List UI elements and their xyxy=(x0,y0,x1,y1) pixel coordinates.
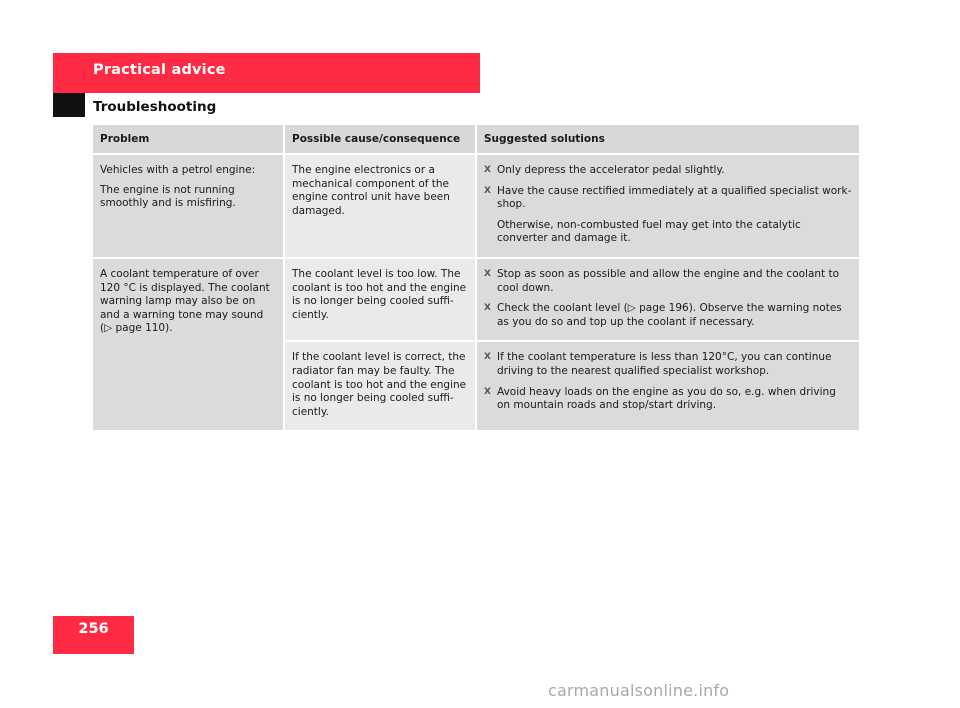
problem-text: Vehicles with a petrol engine: xyxy=(100,164,256,176)
solution-step xyxy=(484,351,852,378)
solution-text: Avoid heavy loads on the engine as you do so, e.g. when driving on mountain roads and stop/start driving. xyxy=(497,385,836,412)
step-arrow-icon: X xyxy=(484,165,491,175)
solution-text: If the coolant temperature is less than 120°C, you can continue driving to the nearest qualified specialist workshop. xyxy=(497,351,832,377)
cause-cell: The coolant level is too low. The coolant is too hot and the engine is no longer being cooled suffi-ciently. xyxy=(285,259,475,340)
section-title: Practical advice xyxy=(93,62,226,78)
solution-step xyxy=(484,302,852,329)
step-arrow-icon: X xyxy=(484,352,491,363)
solution-step xyxy=(484,386,852,413)
column-header-problem: Problem xyxy=(93,125,283,153)
solutions-cell xyxy=(477,259,859,340)
solution-note: Otherwise, non-combusted fuel may get into the catalytic converter and damage it. xyxy=(497,218,801,245)
solution-text: Only depress the accelerator pedal slightly. xyxy=(497,164,725,176)
problem-cell xyxy=(93,155,283,257)
step-arrow-icon: X xyxy=(484,185,491,196)
table-row xyxy=(93,259,859,340)
subsection-title: Troubleshooting xyxy=(93,99,217,115)
solution-text: Stop as soon as possible and allow the engine and the coolant to cool down. xyxy=(497,267,840,294)
solutions-cell xyxy=(477,155,859,257)
section-tab-marker xyxy=(53,93,85,117)
problem-cell: A coolant temperature of over 120 °C is displayed. The coolant warning lamp may also be on and a warning tone may sound (▷ page 110). xyxy=(93,259,283,430)
table-row xyxy=(93,155,859,257)
solution-step xyxy=(484,164,852,178)
step-arrow-icon: X xyxy=(484,303,491,314)
troubleshooting-table xyxy=(91,123,861,432)
solutions-cell xyxy=(477,342,859,430)
page-number: 256 xyxy=(78,621,109,637)
cause-cell: The engine electronics or a mechanical component of the engine control unit have been damaged. xyxy=(285,155,475,257)
solution-step xyxy=(484,185,852,212)
step-arrow-icon: X xyxy=(484,386,491,397)
solution-text: Have the cause rectified immediately at a qualified specialist work-shop. xyxy=(497,184,852,211)
solution-text: Check the coolant level (▷ page 196). Observe the warning notes as you do so and top up the coolant if necessary. xyxy=(497,302,842,328)
watermark[interactable]: carmanualsonline.info xyxy=(548,681,730,700)
step-arrow-icon: X xyxy=(484,268,491,279)
solution-step xyxy=(484,268,852,295)
table-header-row xyxy=(93,125,859,153)
column-header-cause: Possible cause/consequence xyxy=(285,125,475,153)
column-header-solutions: Suggested solutions xyxy=(477,125,859,153)
problem-text: The engine is not running smoothly and is misfiring. xyxy=(100,183,236,210)
cause-cell: If the coolant level is correct, the radiator fan may be faulty. The coolant is too hot and the engine is no longer being cooled suffi-ciently. xyxy=(285,342,475,430)
